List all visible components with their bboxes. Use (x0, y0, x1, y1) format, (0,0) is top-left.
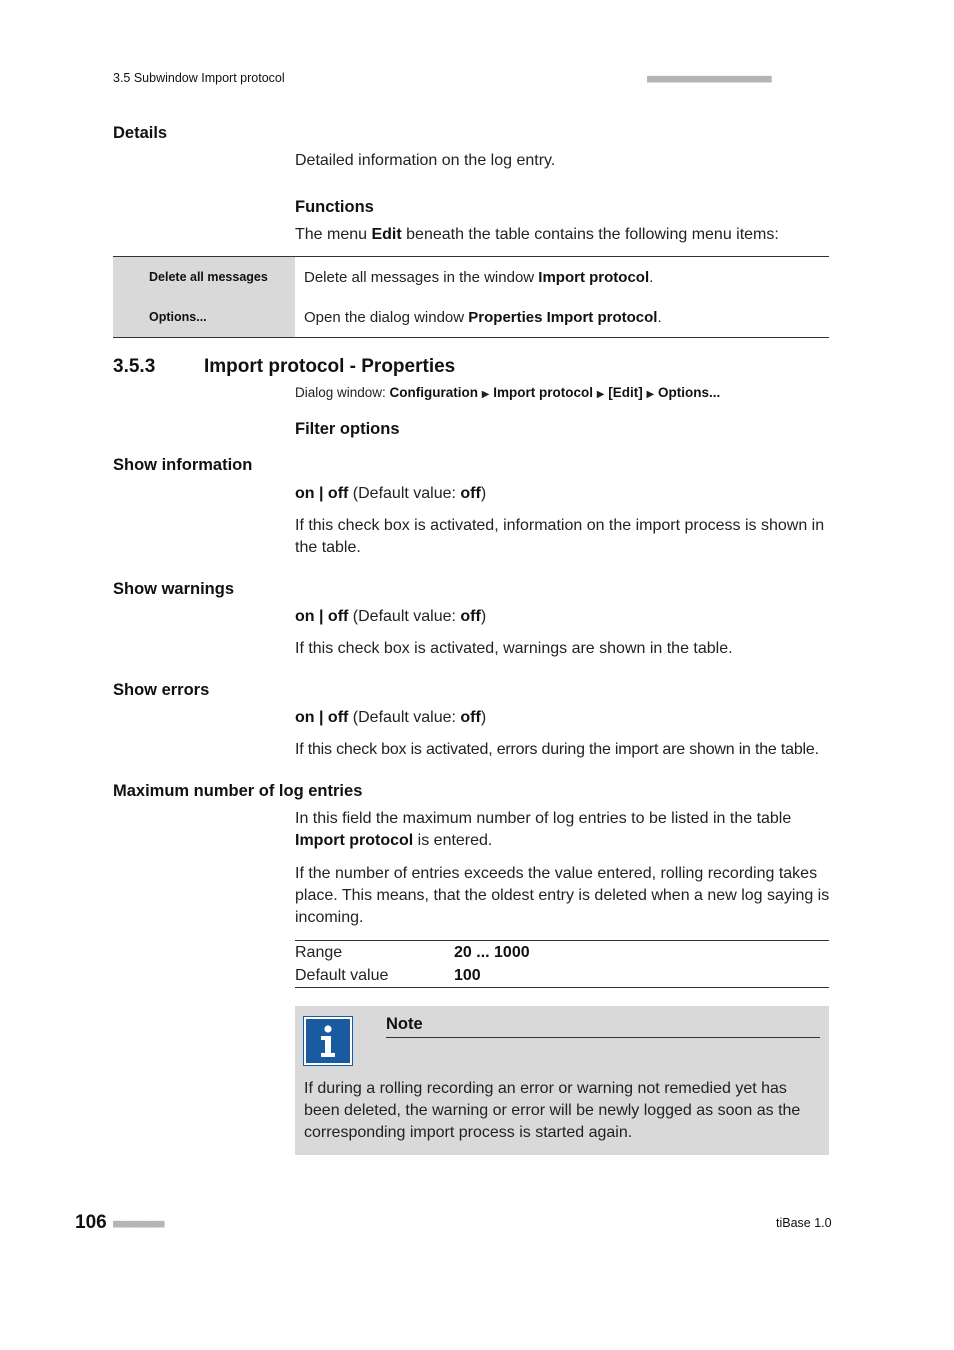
table-row (295, 964, 829, 987)
option-default-value: off (460, 485, 481, 502)
note-text: If during a rolling recording an error or warning not remedied yet has been deleted, the warning or error will be newly logged as soon as the corresponding import process is started again. (304, 1080, 801, 1141)
desc-bold: Properties Import protocol (468, 308, 658, 326)
menu-items-table (113, 256, 829, 338)
note-title: Note (386, 1015, 820, 1038)
option-label: Show warnings (113, 580, 235, 598)
product-name: tiBase 1.0 (776, 1216, 832, 1230)
option-values-bold: on | off (295, 709, 349, 726)
max-entries-p2: If the number of entries exceeds the value entered, rolling recording takes place. This means, that the oldest entry is deleted when a new log saying is incoming. (295, 865, 830, 926)
range-value: 20 ... 1000 (454, 943, 530, 961)
desc-post: . (649, 268, 654, 286)
option-default-pre: (Default value: (348, 485, 461, 502)
desc-post: . (657, 308, 662, 326)
range-table (295, 940, 829, 988)
filter-options-heading: Filter options (295, 420, 400, 438)
functions-heading: Functions (295, 198, 374, 216)
functions-intro-post: beneath the table contains the following menu items: (401, 226, 779, 243)
option-label: Show errors (113, 681, 210, 699)
details-label: Details (113, 124, 168, 142)
max-entries-p1-post: is entered. (413, 832, 493, 849)
default-value: 100 (454, 966, 481, 984)
menu-item-label: Delete all messages (113, 257, 295, 297)
option-values-bold: on | off (295, 608, 349, 625)
option-description: If this check box is activated, errors during the import are shown in the table. (295, 741, 819, 758)
section-number: 3.5.3 (113, 356, 156, 377)
breadcrumb-prefix: Dialog window: (295, 385, 390, 400)
option-default-post: ) (480, 608, 487, 625)
page-number: 106 (75, 1212, 107, 1233)
option-description: If this check box is activated, information on the import process is shown in the table. (295, 517, 825, 556)
details-text: Detailed information on the log entry. (295, 152, 556, 169)
max-entries-label: Maximum number of log entries (113, 782, 363, 800)
option-default-pre: (Default value: (348, 709, 461, 726)
functions-intro-pre: The menu (295, 226, 372, 243)
option-values (295, 707, 486, 729)
running-header-dots: ■■■■■■■■■■■■■■■■■■■■■■ (647, 72, 771, 85)
max-entries-p1-pre: In this field the maximum number of log entries to be listed in the table (295, 810, 792, 827)
option-default-value: off (460, 608, 481, 625)
footer-dots: ■■■■■■■■■ (113, 1217, 164, 1230)
option-default-post: ) (480, 709, 487, 726)
default-label: Default value (295, 966, 389, 984)
breadcrumb-item: Options... (657, 385, 721, 400)
table-row (113, 297, 829, 337)
menu-item-label: Options... (113, 297, 295, 337)
desc-pre: Delete all messages in the window (304, 268, 535, 286)
desc-pre: Open the dialog window (304, 308, 465, 326)
option-values (295, 483, 486, 505)
breadcrumb-item: Configuration (389, 385, 479, 400)
functions-intro-menu: Edit (371, 226, 402, 243)
section-title: Import protocol - Properties (204, 356, 456, 377)
breadcrumb-separator-icon: ▶ (481, 389, 490, 400)
running-header-section: 3.5 Subwindow Import protocol (113, 71, 285, 85)
breadcrumb-item: [Edit] (608, 385, 643, 400)
functions-intro (295, 224, 779, 246)
option-values (295, 606, 486, 628)
info-icon (304, 1017, 352, 1065)
option-values-bold: on | off (295, 485, 349, 502)
breadcrumb-separator-icon: ▶ (596, 389, 605, 400)
table-row (113, 257, 829, 297)
menu-item-description (295, 297, 829, 337)
option-description: If this check box is activated, warnings are shown in the table. (295, 640, 733, 657)
max-entries-p1 (295, 808, 831, 852)
option-default-pre: (Default value: (348, 608, 461, 625)
desc-bold: Import protocol (538, 268, 650, 286)
menu-item-description (295, 257, 829, 297)
option-default-post: ) (480, 485, 487, 502)
note-box (295, 1006, 829, 1155)
max-entries-p1-bold: Import protocol (295, 832, 414, 849)
range-label: Range (295, 943, 343, 961)
option-default-value: off (460, 709, 481, 726)
option-label: Show information (113, 456, 253, 474)
breadcrumb (295, 385, 720, 400)
breadcrumb-separator-icon: ▶ (646, 389, 655, 400)
table-row (295, 941, 829, 964)
breadcrumb-item: Import protocol (493, 385, 594, 400)
